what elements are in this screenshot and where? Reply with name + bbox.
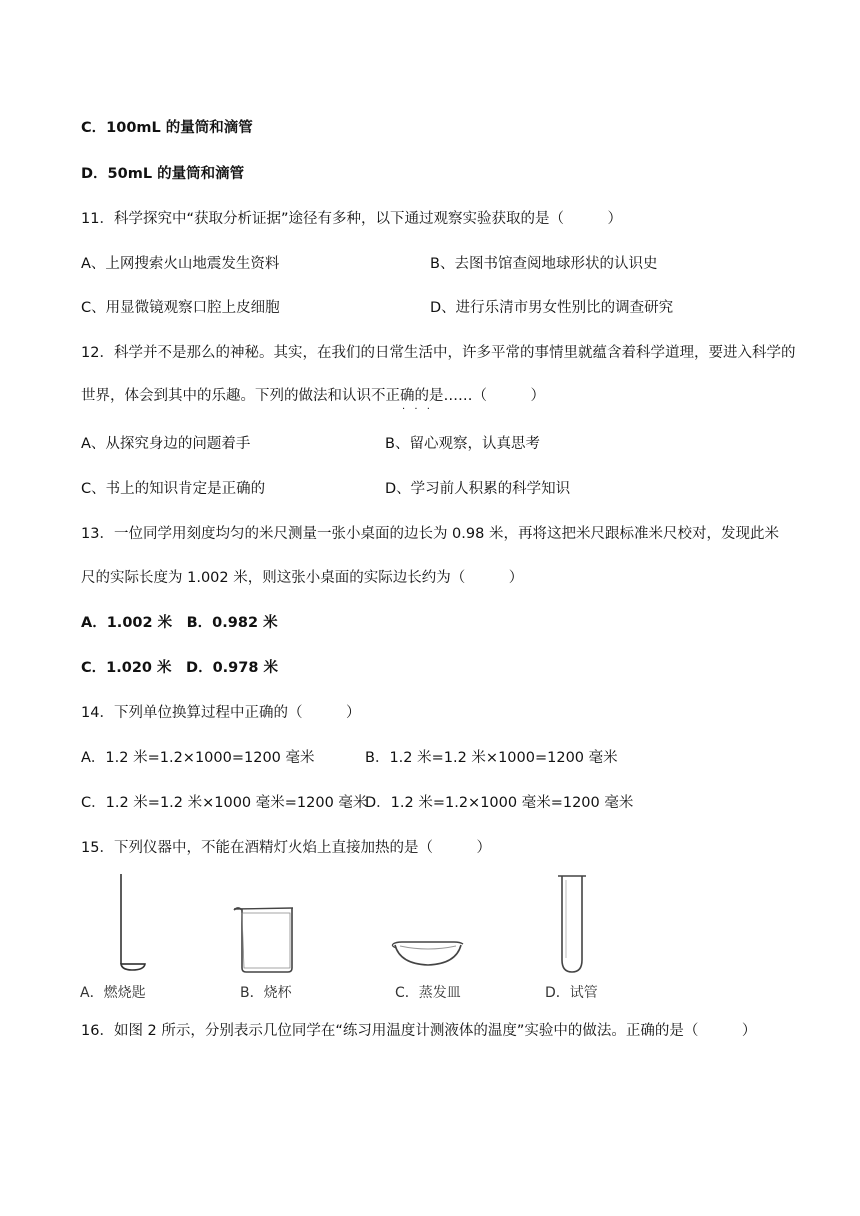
- q12-option-c: C、书上的知识肯定是正确的: [81, 481, 266, 497]
- q14-option-a: A．1.2 米=1.2×1000=1200 毫米: [81, 750, 315, 766]
- q12-emphasis-dots: · · ·: [402, 404, 433, 415]
- figure-c-caption: C．蒸发皿: [395, 985, 461, 1001]
- q11-option-c: C、用显微镜观察口腔上皮细胞: [81, 300, 280, 316]
- figure-d-caption: D．试管: [545, 985, 598, 1001]
- q16-stem: 16．如图 2 所示，分别表示几位同学在“练习用温度计测液体的温度”实验中的做法。正确的是（ ）: [81, 1023, 757, 1039]
- q11-stem: 11．科学探究中“获取分析证据”途径有多种，以下通过观察实验获取的是（ ）: [81, 211, 622, 227]
- figure-b-caption: B．烧杯: [240, 985, 292, 1001]
- combustion-spoon-figure: [108, 868, 158, 978]
- q14-option-c: C．1.2 米=1.2 米×1000 毫米=1200 毫米: [81, 795, 368, 811]
- test-tube-figure: [552, 868, 592, 978]
- q12-option-d: D、学习前人积累的科学知识: [385, 481, 571, 497]
- q13-options-cd: C．1.020 米 D．0.978 米: [81, 660, 279, 676]
- q12-option-a: A、从探究身边的问题着手: [81, 436, 251, 452]
- q12-stem-line1: 12．科学并不是那么的神秘。其实，在我们的日常生活中，许多平常的事情里就蕴含着科学道理，要进入科学的: [81, 345, 796, 361]
- evaporating-dish-figure: [388, 868, 468, 978]
- q10-option-d: D．50mL 的量筒和滴管: [81, 166, 245, 182]
- q13-stem-line1: 13．一位同学用刻度均匀的米尺测量一张小桌面的边长为 0.98 米，再将这把米尺跟标准米尺校对，发现此米: [81, 526, 779, 542]
- q11-option-b: B、去图书馆查阅地球形状的认识史: [430, 256, 658, 272]
- q13-stem-line2: 尺的实际长度为 1.002 米，则这张小桌面的实际边长约为（ ）: [81, 570, 524, 586]
- beaker-figure: [230, 868, 300, 978]
- q14-option-b: B．1.2 米=1.2 米×1000=1200 毫米: [365, 750, 618, 766]
- q14-stem: 14．下列单位换算过程中正确的（ ）: [81, 705, 361, 721]
- q13-options-ab: A．1.002 米 B．0.982 米: [81, 615, 278, 631]
- q11-option-d: D、进行乐清市男女性别比的调查研究: [430, 300, 674, 316]
- q12-stem-line2: 世界，体会到其中的乐趣。下列的做法和认识不正确的是……（ ）: [81, 388, 545, 404]
- q12-option-b: B、留心观察，认真思考: [385, 436, 540, 452]
- figure-a-caption: A．燃烧匙: [80, 985, 146, 1001]
- q15-stem: 15．下列仪器中，不能在酒精灯火焰上直接加热的是（ ）: [81, 840, 491, 856]
- q10-option-c: C．100mL 的量筒和滴管: [81, 120, 253, 136]
- q14-option-d: D．1.2 米=1.2×1000 毫米=1200 毫米: [365, 795, 634, 811]
- q11-option-a: A、上网搜索火山地震发生资料: [81, 256, 280, 272]
